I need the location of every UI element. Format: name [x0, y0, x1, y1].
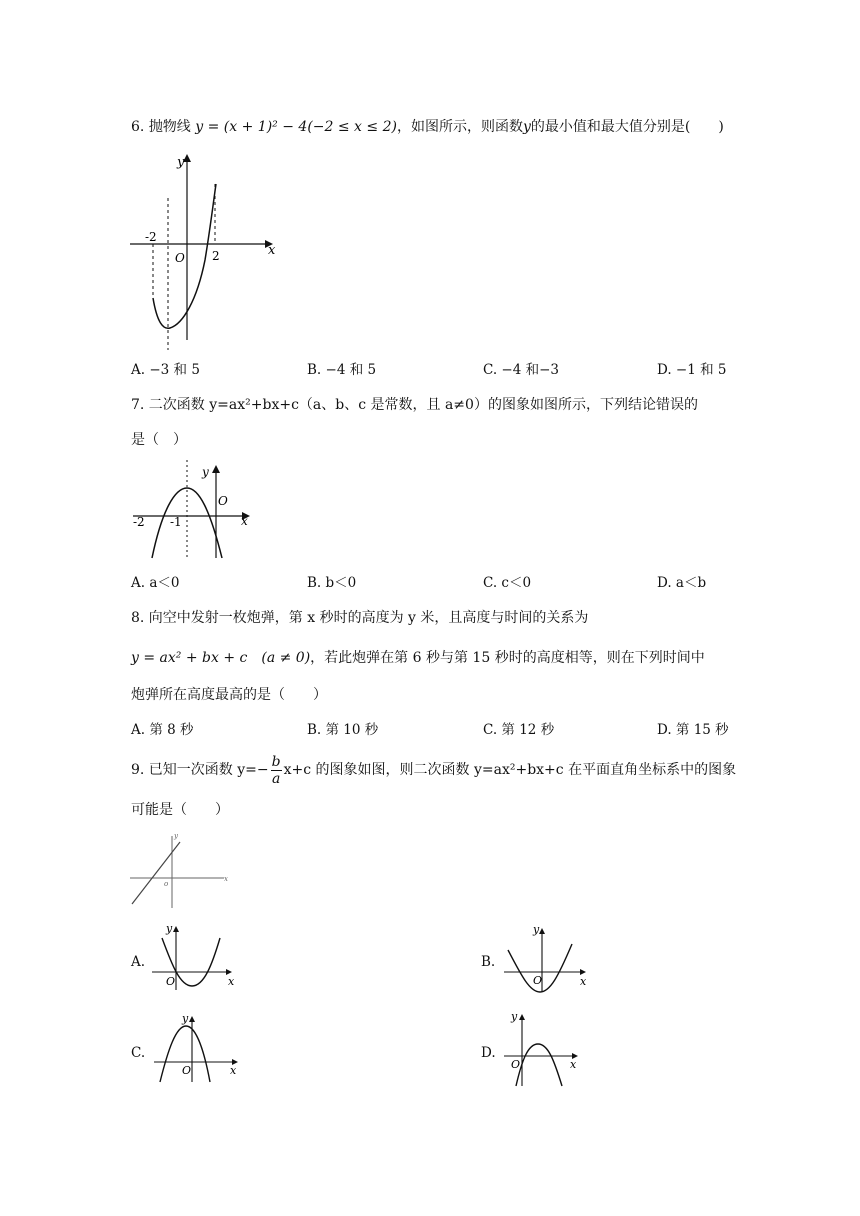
- q9-b-y-arrow: [539, 928, 545, 934]
- q9-linear-graph: [128, 830, 238, 910]
- q9-choice-d-label[interactable]: D.: [481, 1045, 496, 1061]
- q6-formula: y = (x + 1)² − 4(−2 ≤ x ≤ 2): [195, 119, 397, 135]
- q6-prefix: 抛物线: [148, 119, 191, 135]
- q6-y-label: y: [177, 155, 185, 170]
- q7-stem-line1: 7. 二次函数 y=ax²+bx+c（a、b、c 是常数，且 a≠0）的图象如图所示，下列结论错误的: [131, 397, 698, 413]
- q9-linear-origin: o: [164, 880, 169, 888]
- q6-stem: [131, 117, 724, 137]
- q9-d-y-arrow: [519, 1014, 525, 1020]
- q6-number: 6.: [131, 119, 145, 135]
- q9-d-parabola: [516, 1044, 562, 1086]
- q6-option-a[interactable]: A. −3 和 5: [131, 362, 200, 378]
- q6-tail: 的最小值和最大值分别是( ): [530, 119, 724, 135]
- q9-d-origin: O: [511, 1058, 521, 1071]
- q6-tick-neg: -2: [145, 230, 157, 244]
- q9-a-y-arrow: [173, 926, 179, 932]
- q9-choice-b-graph[interactable]: [500, 922, 592, 994]
- q7-option-d[interactable]: D. a＜b: [657, 575, 707, 591]
- q7-option-c[interactable]: C. c＜0: [483, 575, 532, 591]
- q8-line2-rest: ，若此炮弹在第 6 秒与第 15 秒时的高度相等，则在下列时间中: [310, 650, 705, 666]
- q6-origin-label: O: [175, 251, 185, 265]
- q9-frac-den: a: [271, 770, 281, 787]
- q9-a-x-label: x: [228, 975, 235, 988]
- q9-d-y-label: y: [511, 1010, 518, 1023]
- q8-formula: y = ax² + bx + c (a ≠ 0): [131, 650, 311, 666]
- q7-option-a[interactable]: A. a＜0: [131, 575, 180, 591]
- q9-a-origin: O: [166, 975, 176, 988]
- q7-y-arrow: [212, 465, 220, 473]
- q6-option-d[interactable]: D. −1 和 5: [657, 362, 727, 378]
- q9-b-x-label: x: [580, 975, 587, 988]
- q9-linear-line: [132, 842, 180, 904]
- q6-x-label: x: [268, 243, 276, 258]
- q8-option-a[interactable]: A. 第 8 秒: [131, 722, 194, 738]
- q9-suffix: x+c 的图象如图，则二次函数 y=ax²+bx+c 在平面直角坐标系中的图象: [283, 762, 737, 778]
- q9-c-origin: O: [182, 1064, 192, 1077]
- q9-stem-line1: [131, 752, 736, 788]
- q9-choice-c-label[interactable]: C.: [131, 1045, 146, 1061]
- q8-stem-line2: [131, 648, 705, 668]
- q9-b-y-label: y: [533, 923, 540, 936]
- q9-c-y-arrow: [189, 1016, 195, 1022]
- q6-suffix: ，如图所示，则函数: [396, 119, 523, 135]
- q6-option-c[interactable]: C. −4 和−3: [483, 362, 560, 378]
- q9-linear-y-label: y: [174, 832, 178, 840]
- q8-stem-line1: 8. 向空中发射一枚炮弹，第 x 秒时的高度为 y 米，且高度与时间的关系为: [131, 610, 589, 626]
- q7-graph: [130, 460, 260, 560]
- q9-choice-d-graph[interactable]: [500, 1008, 592, 1090]
- q9-choice-b-label[interactable]: B.: [481, 954, 496, 970]
- q8-stem-line3: 炮弹所在高度最高的是（ ）: [131, 687, 327, 703]
- q6-option-b[interactable]: B. −4 和 5: [307, 362, 377, 378]
- q7-parabola: [152, 488, 222, 558]
- q7-option-b[interactable]: B. b＜0: [307, 575, 357, 591]
- q9-linear-x-label: x: [224, 875, 228, 883]
- q8-option-d[interactable]: D. 第 15 秒: [657, 722, 729, 738]
- q8-option-b[interactable]: B. 第 10 秒: [307, 722, 379, 738]
- q6-tick-pos: 2: [212, 249, 220, 263]
- q9-c-x-label: x: [230, 1064, 237, 1077]
- q7-origin-label: O: [218, 494, 228, 508]
- q9-frac-num: b: [271, 753, 281, 770]
- q6-var: y: [522, 119, 531, 135]
- q9-choice-c-graph[interactable]: [150, 1010, 242, 1084]
- q9-prefix: 9. 已知一次函数 y=−: [131, 762, 269, 778]
- q9-a-y-label: y: [166, 922, 173, 935]
- q7-tick-a: -2: [133, 515, 145, 529]
- q7-stem-line2: 是（ ）: [131, 432, 187, 448]
- q8-option-c[interactable]: C. 第 12 秒: [483, 722, 555, 738]
- q9-c-y-label: y: [182, 1012, 189, 1025]
- q9-choice-a-label[interactable]: A.: [131, 954, 146, 970]
- q7-tick-b: -1: [170, 515, 182, 529]
- q9-d-x-label: x: [570, 1058, 577, 1071]
- q9-fraction: [271, 754, 282, 787]
- q6-graph: [125, 150, 285, 350]
- q9-b-origin: O: [533, 974, 543, 987]
- q9-choice-a-graph[interactable]: [148, 920, 238, 992]
- q7-x-label: x: [241, 514, 248, 528]
- q7-y-label: y: [202, 465, 209, 479]
- q9-stem-line2: 可能是（ ）: [131, 802, 229, 818]
